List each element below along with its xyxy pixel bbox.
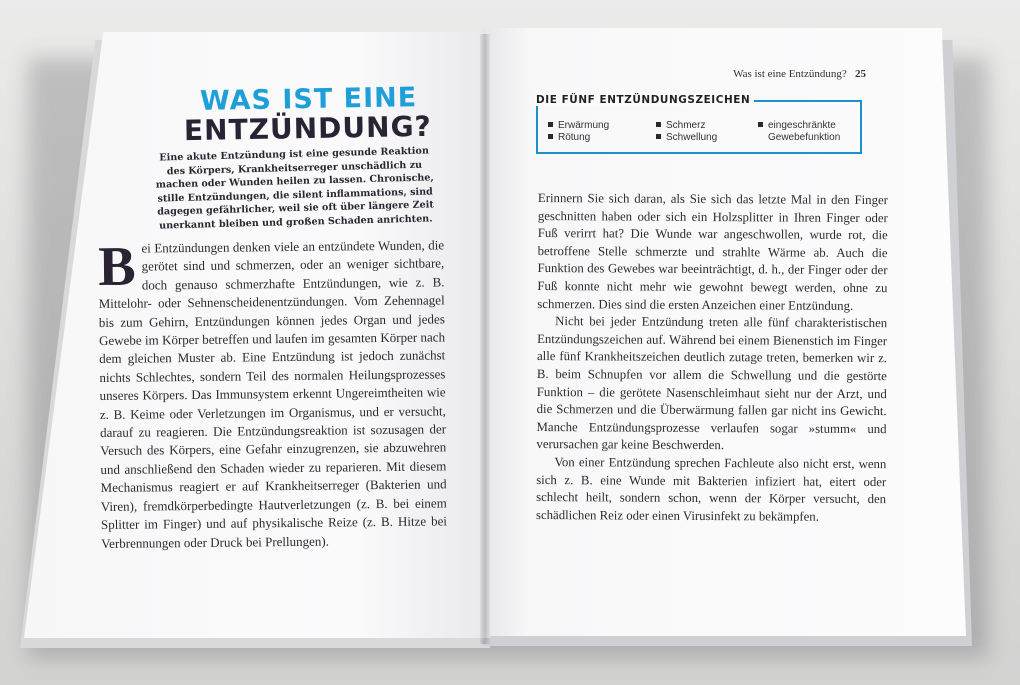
page-number: 25	[855, 68, 866, 80]
box-item-schwellung: Schwellung	[656, 132, 717, 144]
bullet-icon	[548, 134, 553, 139]
left-body-text	[98, 236, 447, 553]
left-body-paragraph: ei Entzündungen denken viele an entzündete Wunden, die gerötet sind und schmerzen, oder an weniger sichtbare, doch genauso schmerzhafte Entzündungen, wie z. B. Mittelohr- oder Sehnenscheidenentzündungen. Vom Zehennagel bis zum Gehirn, Entzündungen können jedes Organ und jedes Gewebe im Körper betreffen und laufen im gesamten Körper nach dem gleichen Muster ab. Eine Entzündung ist jedoch zunächst nichts Schlechtes, sondern Teil des normalen Heilungsprozesses unseres Körpers. Das Immunsystem erkennt Ungereimtheiten wie z. B. Keime oder Verletzungen im Organismus, und er versucht, darauf zu reagieren. Die Entzündungsreaktion ist sozusagen der Versuch des Körpers, eine Gefahr einzugrenzen, sie abzuwehren und anschließend den Schaden wieder zu reparieren. Mit diesem Mechanismus reagiert er auf Krankheitserreger (Bakterien und Viren), fremdkörperbedingte Hautverletzungen (z. B. bei einem Splitter im Finger) und auf physikalische Reize (z. B. Hitze bei Verbrennungen oder Druck bei Prellungen).	[98, 237, 448, 551]
bullet-icon	[656, 134, 661, 139]
right-paragraph-3: Von einer Entzündung sprechen Fachleute also nicht erst, wenn sich z. B. eine Wunde mit Bakterien infiziert hat, eitert oder schlecht heilt, sondern schon, wenn der Körper versucht, den schädlichen Reiz oder einen Virusinfekt zu bekämpfen.	[535, 455, 887, 524]
bullet-icon	[758, 122, 763, 127]
chapter-intro: Eine akute Entzündung ist eine gesunde Reaktion des Körpers, Krankheitserreger unschädlich zu machen oder Wunden heilen zu lassen. Chronische, stille Entzündungen, die silent inflammations, sind dagegen gefährlicher, weil sie oft über längere Zeit unerkannt bleiben und großen Schaden anrichten.	[155, 145, 434, 232]
box-item-roetung: Rötung	[548, 132, 590, 144]
info-box-title: DIE FÜNF ENTZÜNDUNGSZEICHEN	[534, 94, 754, 106]
box-item-erwaermung: Erwärmung	[548, 120, 609, 132]
right-body-text	[536, 190, 888, 526]
box-item-gewebefunktion: Gewebefunktion	[768, 132, 841, 143]
book-spine	[480, 34, 490, 644]
box-item-eingeschraenkte: eingeschränkte	[758, 120, 836, 132]
bullet-icon	[548, 122, 553, 127]
bullet-icon	[656, 122, 661, 127]
running-header-title: Was ist eine Entzündung?	[733, 68, 847, 80]
right-paragraph-1: Erinnern Sie sich daran, als Sie sich das letzte Mal in den Finger geschnitten haben oder sich ein Holzsplitter in Ihren Finger oder Fuß verirrt hat? Die Wunde war angeschwollen, wurde rot, die betroffene Stelle schmerzte und strahlte Wärme ab. Auch die Funktion des Gewebes war beeinträchtigt, d. h., der Finger oder der Fuß konnte nicht mehr wie gewohnt bewegt werden, ohne zu schmerzen. Dies sind die ersten Anzeichen einer Entzündung.	[537, 190, 888, 313]
box-item-schmerz: Schmerz	[656, 120, 705, 132]
drop-cap: B	[97, 235, 136, 298]
chapter-title-line1: WAS IST EINE	[199, 82, 418, 117]
chapter-title-line2: ENTZÜNDUNG?	[183, 109, 433, 148]
running-header	[706, 68, 866, 80]
right-paragraph-2: Nicht bei jeder Entzündung treten alle fünf charakteristischen Entzündungszeichen auf. Während bei einem Bienenstich im Finger alle fünf Krankheitszeichen deutlich zutage treten, bemerken wir z. B. beim Schnupfen vor allem die Schwellung und die gestörte Funktion – die gerötete Nasenschleimhaut sieht nur der Arzt, und die Schmerzen und die Überwärmung fallen gar nicht ins Gewicht. Manche Entzündungsprozesse verlaufen sogar »stumm« und verursachen gar keine Beschwerden.	[536, 314, 888, 453]
